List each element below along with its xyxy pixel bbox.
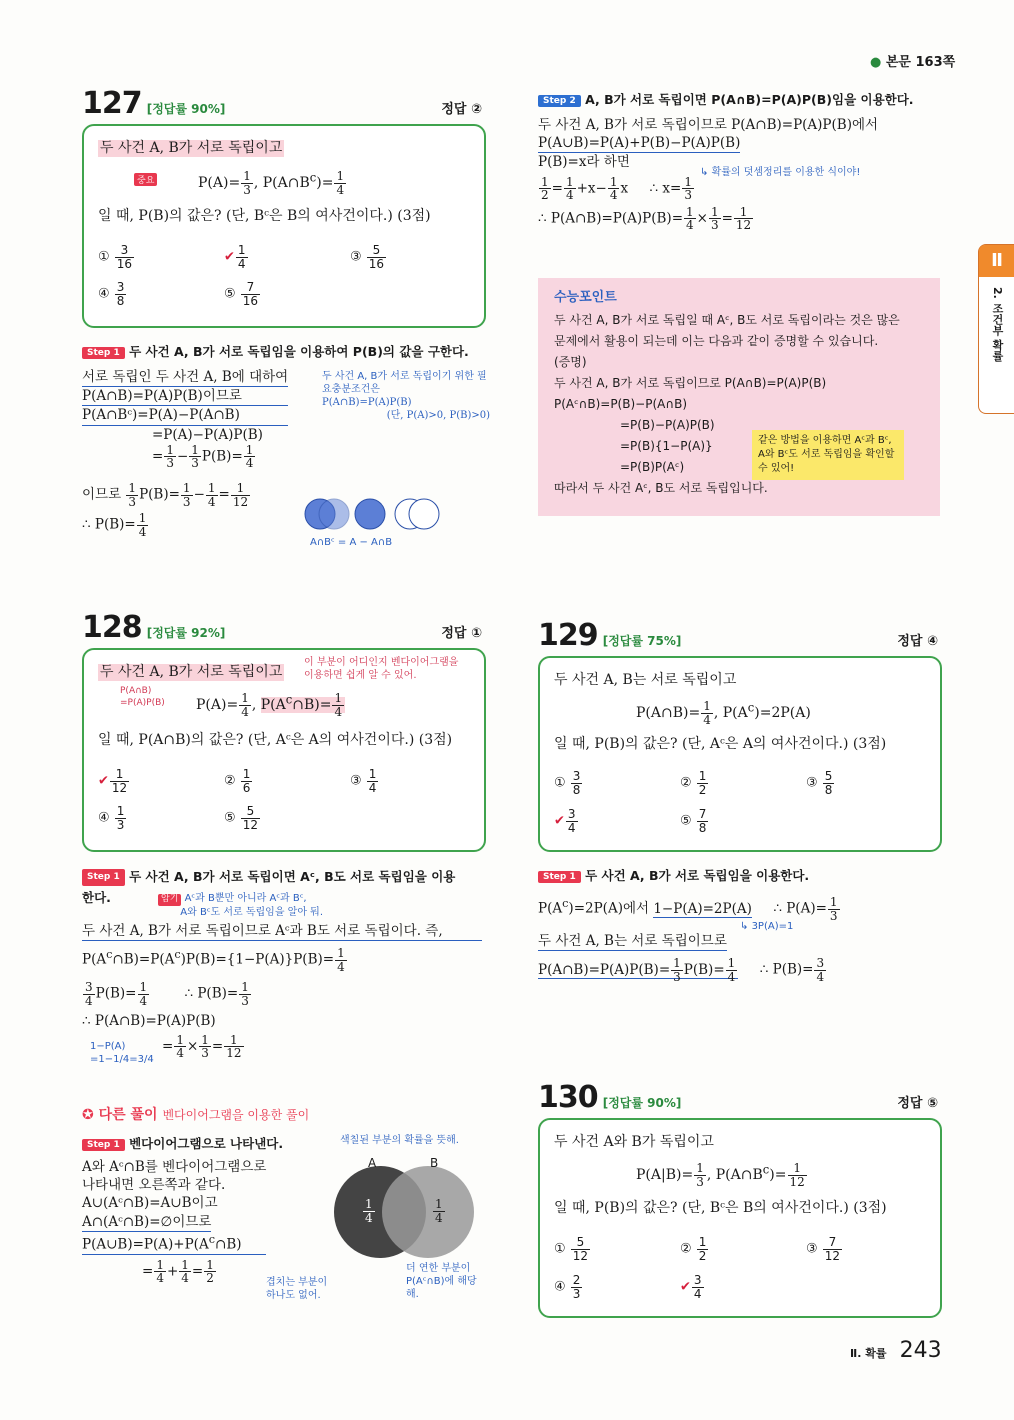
- sol-line: =P(A)−P(A)P(B): [152, 426, 263, 443]
- choice-3[interactable]: ③ $\frac{5}{16}$: [350, 243, 385, 271]
- venn-circle: [355, 499, 385, 529]
- mini-note: ↳ 3P(A)=1: [740, 921, 794, 932]
- check-mark-icon: ✔: [224, 249, 235, 265]
- solution-129: [538, 896, 938, 984]
- question-ask: 일 때, P(B)의 값은? (단, Aᶜ은 A의 여사건이다.) (3점): [554, 736, 887, 752]
- venn-circle: [319, 499, 349, 529]
- sol-line: P(A∪B)=P(A)+P(B)−P(A)P(B): [538, 134, 740, 153]
- problem-number: 130: [538, 1080, 598, 1115]
- sol-line: P(A∩Bᶜ)=P(A)−P(A∩B): [82, 406, 288, 425]
- side-note: 겹치는 부분이 하나도 없어.: [266, 1277, 328, 1301]
- choice-2[interactable]: ✔ $\frac{1}{4}$: [224, 243, 246, 271]
- venn-label-b: B: [430, 1156, 439, 1170]
- correct-rate: [정답률 92%]: [146, 626, 226, 640]
- step1-heading: Step 1 두 사건 A, B가 서로 독립이면 Aᶜ, B도 서로 독립임을 이용 한다.: [82, 869, 456, 906]
- page-ref: [870, 51, 955, 70]
- sol-line: 두 사건 A, B가 서로 독립이므로 Aᶜ과 B도 서로 독립이다. 즉,: [82, 922, 482, 941]
- venn-circle: [409, 499, 439, 529]
- choice-2[interactable]: ② $\frac{1}{2}$: [680, 1235, 707, 1263]
- answer-label: 정답 ④: [897, 634, 938, 649]
- choice-5[interactable]: ⑤ $\frac{5}{12}$: [224, 804, 259, 832]
- choice-1[interactable]: ① $\frac{3}{16}$: [98, 243, 133, 271]
- given-condition: P(A)= $\frac{1}{4}$ , $P(A^c\cap B)=$ $\frac{1}{4}$: [196, 692, 345, 718]
- exam-point-text: 두 사건 A, B가 서로 독립일 때 Aᶜ, B도 서로 독립이라는 것은 많은 문제에서 활용이 되는데 이는 다음과 같이 증명할 수 있습니다. (증명) 두 사건 A, B가 서로 독립이므로 P(A∩B)=P(A)P(B) P(Aᶜ∩B)=P(B)−P(A∩B) =P(B)−P(A)P(B) =P(B){1−P(A)} =P(B)P(Aᶜ) 따라서 두 사건 Aᶜ, B도 서로 독립입니다.: [554, 313, 900, 495]
- sol-line: 서로 독립인 두 사건 A, B에 대하여: [82, 368, 288, 387]
- question-ask: 일 때, P(B)의 값은? (단, Bᶜ은 B의 여사건이다.) (3점): [98, 208, 431, 224]
- venn-diagram-128: [328, 1156, 480, 1260]
- choice-2[interactable]: ② $\frac{1}{2}$: [680, 769, 707, 797]
- side-note: ↳ 확률의 덧셈정리를 이용한 식이야!: [700, 167, 861, 178]
- choice-5[interactable]: ✔ $\frac{3}{4}$: [680, 1273, 702, 1301]
- mini-note: 1−P(A) =1−1/4=3/4: [90, 1041, 154, 1065]
- problem-number: 129: [538, 618, 598, 653]
- page-ref-text: 본문 163쪽: [885, 55, 956, 70]
- check-mark-icon: ✔: [680, 1279, 691, 1295]
- choice-1[interactable]: ① $\frac{5}{12}$: [554, 1235, 589, 1263]
- choice-3[interactable]: ③ $\frac{7}{12}$: [806, 1235, 841, 1263]
- chapter-side-tab[interactable]: [978, 244, 1014, 414]
- given-condition: P(A|B)= $\frac{1}{3}$ , $P(A\cap B^c)=$ $\frac{1}{12}$: [636, 1161, 805, 1189]
- sol-line: $P(A\cup B)=P(A)+P(A^c\cap B)$: [82, 1232, 266, 1255]
- choice-4[interactable]: ④ $\frac{2}{3}$: [554, 1273, 581, 1301]
- sol-line: $\frac{3}{4}$ P(B)= $\frac{1}{4}$ ∴ P(B)= $\frac{1}{3}$: [85, 980, 249, 1008]
- sol-line: ∴ P(A∩B)=P(A)P(B): [82, 1012, 216, 1029]
- star-icon: ✪: [82, 1107, 94, 1123]
- venn-value-a: $\frac{1}{4}$: [365, 1197, 373, 1225]
- sol-line: P(B)=x라 하면: [538, 154, 630, 171]
- footer-label: Ⅱ. 확률: [850, 1347, 887, 1360]
- chapter-roman: Ⅱ: [979, 245, 1014, 277]
- correct-rate: [정답률 90%]: [602, 1096, 682, 1110]
- answer-label: 정답 ⑤: [897, 1096, 938, 1111]
- problem-129-box: [538, 656, 942, 852]
- choice-5[interactable]: ⑤ $\frac{7}{8}$: [680, 807, 707, 835]
- given-condition: P(A)= $\frac{1}{3}$ , $P(A\cap B^c)=$ $\frac{1}{4}$: [198, 169, 345, 197]
- answer-label: 정답 ①: [441, 626, 482, 641]
- alt-solution-title: ✪ 다른 풀이 벤다이어그램을 이용한 풀이: [82, 1107, 310, 1123]
- solution-127: [82, 368, 288, 538]
- question-line: 두 사건 A, B가 서로 독립이고: [100, 664, 283, 680]
- sol-line: $\frac{1}{2}$ = $\frac{1}{4}$ +x− $\frac{1}{4}$ x ∴ x= $\frac{1}{3}$: [541, 174, 693, 203]
- given-condition: P(A∩B)= $\frac{1}{4}$ , $P(A^c)=2P(A)$: [636, 699, 811, 727]
- problem-127-box: [82, 124, 486, 328]
- side-note: 더 연한 부분이 P(Aᶜ∩B)에 해당해.: [406, 1263, 477, 1300]
- question-line: 두 사건 A, B가 서로 독립이고: [100, 140, 283, 156]
- page-number: 243: [899, 1338, 942, 1363]
- circle-bullet-icon: ●: [870, 55, 882, 70]
- footer: [850, 1338, 942, 1363]
- check-mark-icon: ✔: [554, 813, 565, 829]
- sol-line: ∴ P(B)= $\frac{1}{4}$: [82, 511, 147, 539]
- choice-3[interactable]: ③ $\frac{5}{8}$: [806, 769, 833, 797]
- choice-4[interactable]: ④ $\frac{3}{8}$: [98, 280, 125, 308]
- choice-3[interactable]: ③ $\frac{1}{4}$: [350, 767, 377, 795]
- venn-value-b: $\frac{1}{4}$: [435, 1197, 443, 1225]
- sol-line: P(A∩B)=P(A)P(B)이므로: [82, 387, 288, 406]
- problem-number: 127: [82, 86, 142, 121]
- choice-4[interactable]: ④ $\frac{1}{3}$: [98, 804, 125, 832]
- important-tag: 중요: [134, 168, 157, 187]
- choice-5[interactable]: ⑤ $\frac{7}{16}$: [224, 280, 259, 308]
- venn-circle-b: [382, 1166, 474, 1258]
- venn-caption: A∩Bᶜ = A − A∩B: [310, 537, 393, 548]
- sol-line: $P(A^c\cap B)=P(A^c)P(B)=\{1-P(A)\}P(B)=$ $\frac{1}{4}$: [82, 946, 345, 974]
- answer-label: 정답 ②: [441, 102, 482, 117]
- sol-line: $P(A^c)=2P(A)$에서 1−P(A)=2P(A) ∴ P(A)= $\frac{1}{3}$: [538, 895, 838, 923]
- sol-line: = $\frac{1}{4}$ + $\frac{1}{4}$ = $\frac{1}{2}$: [142, 1257, 214, 1286]
- sol-line: 두 사건 A, B가 서로 독립이므로 P(A∩B)=P(A)P(B)에서: [538, 117, 879, 133]
- problem-130-box: [538, 1118, 942, 1318]
- choice-1[interactable]: ① $\frac{3}{8}$: [554, 769, 581, 797]
- yellow-note: 같은 방법을 이용하면 Aᶜ과 Bᶜ, A와 Bᶜ도 서로 독립임을 확인할 수 있어!: [752, 430, 904, 480]
- check-mark-icon: ✔: [98, 773, 109, 789]
- choice-2[interactable]: ② $\frac{1}{6}$: [224, 767, 251, 795]
- exam-point-box: [538, 278, 940, 516]
- problem-number: 128: [82, 610, 142, 645]
- step1-heading: Step 1 두 사건 A, B가 서로 독립임을 이용한다.: [538, 866, 809, 884]
- sol-line: 두 사건 A, B는 서로 독립이므로: [538, 932, 727, 951]
- choice-4[interactable]: ✔ $\frac{3}{4}$: [554, 807, 576, 835]
- correct-rate: [정답률 90%]: [146, 102, 226, 116]
- memo-note: 암기 Aᶜ과 B뿐만 아니라 Aᶜ과 Bᶜ, A와 Bᶜ도 서로 독립임을 알아 둬.: [158, 892, 323, 919]
- side-note: 색칠된 부분의 확률을 뜻해.: [340, 1135, 459, 1146]
- small-note: P(A∩B) =P(A)P(B): [120, 686, 165, 708]
- correct-rate: [정답률 75%]: [602, 634, 682, 648]
- sol-line: P(A∩B)=P(A)P(B)= $\frac{1}{3}$ P(B)= $\frac{1}{4}$ ∴ P(B)= $\frac{3}{4}$: [538, 956, 825, 984]
- alt-solution: A와 Aᶜ∩B를 벤다이어그램으로 나타내면 오른쪽과 같다. A∪(Aᶜ∩B)=A∪B이고 A∩(Aᶜ∩B)=∅이므로 $P(A\cup B)=P(A)+P(A^c\cap B)$ = $\frac{1}{4}$ + $\frac{1}{4}$ = $\frac{1}{2}$: [82, 1159, 267, 1286]
- question-line: 두 사건 A, B는 서로 독립이고: [554, 672, 737, 688]
- side-note: 두 사건 A, B가 서로 독립이기 위한 필요충분조건은 P(A∩B)=P(A)P(B) (단, P(A)>0, P(B)>0): [322, 371, 490, 421]
- sol-line: 이므로 $\frac{1}{3}$ P(B)= $\frac{1}{3}$ − $\frac{1}{4}$ = $\frac{1}{12}$: [82, 481, 249, 509]
- sol-line: = $\frac{1}{4}$ × $\frac{1}{3}$ = $\frac{1}{12}$: [162, 1032, 242, 1061]
- choice-1[interactable]: ✔ $\frac{1}{12}$: [98, 767, 128, 795]
- chapter-label: 2. 조건부 확률: [991, 287, 1004, 362]
- sol-line: ∴ P(A∩B)=P(A)P(B)= $\frac{1}{4}$ × $\frac{1}{3}$ = $\frac{1}{12}$: [538, 204, 752, 233]
- sol-line: = $\frac{1}{3}$ − $\frac{1}{3}$ P(B)= $\frac{1}{4}$: [152, 442, 254, 471]
- exam-point-title: 수능포인트: [554, 290, 617, 305]
- question-line: 두 사건 A와 B가 독립이고: [554, 1134, 714, 1150]
- side-note: 이 부분이 어디인지 벤다이어그램을 이용하면 쉽게 알 수 있어.: [304, 657, 459, 681]
- step2-heading: Step 2 A, B가 서로 독립이면 P(A∩B)=P(A)P(B)임을 이용한다.: [538, 90, 914, 108]
- alt-step-heading: Step 1 벤다이어그램으로 나타낸다.: [82, 1134, 283, 1152]
- question-ask: 일 때, P(B)의 값은? (단, Bᶜ은 B의 여사건이다.) (3점): [554, 1200, 887, 1216]
- venn-label-a: A: [368, 1156, 377, 1170]
- problem-128-box: [82, 648, 486, 852]
- step1-heading: Step 1 두 사건 A, B가 서로 독립임을 이용하여 P(B)의 값을 구한다.: [82, 342, 469, 360]
- question-ask: 일 때, P(A∩B)의 값은? (단, Aᶜ은 A의 여사건이다.) (3점): [98, 732, 453, 748]
